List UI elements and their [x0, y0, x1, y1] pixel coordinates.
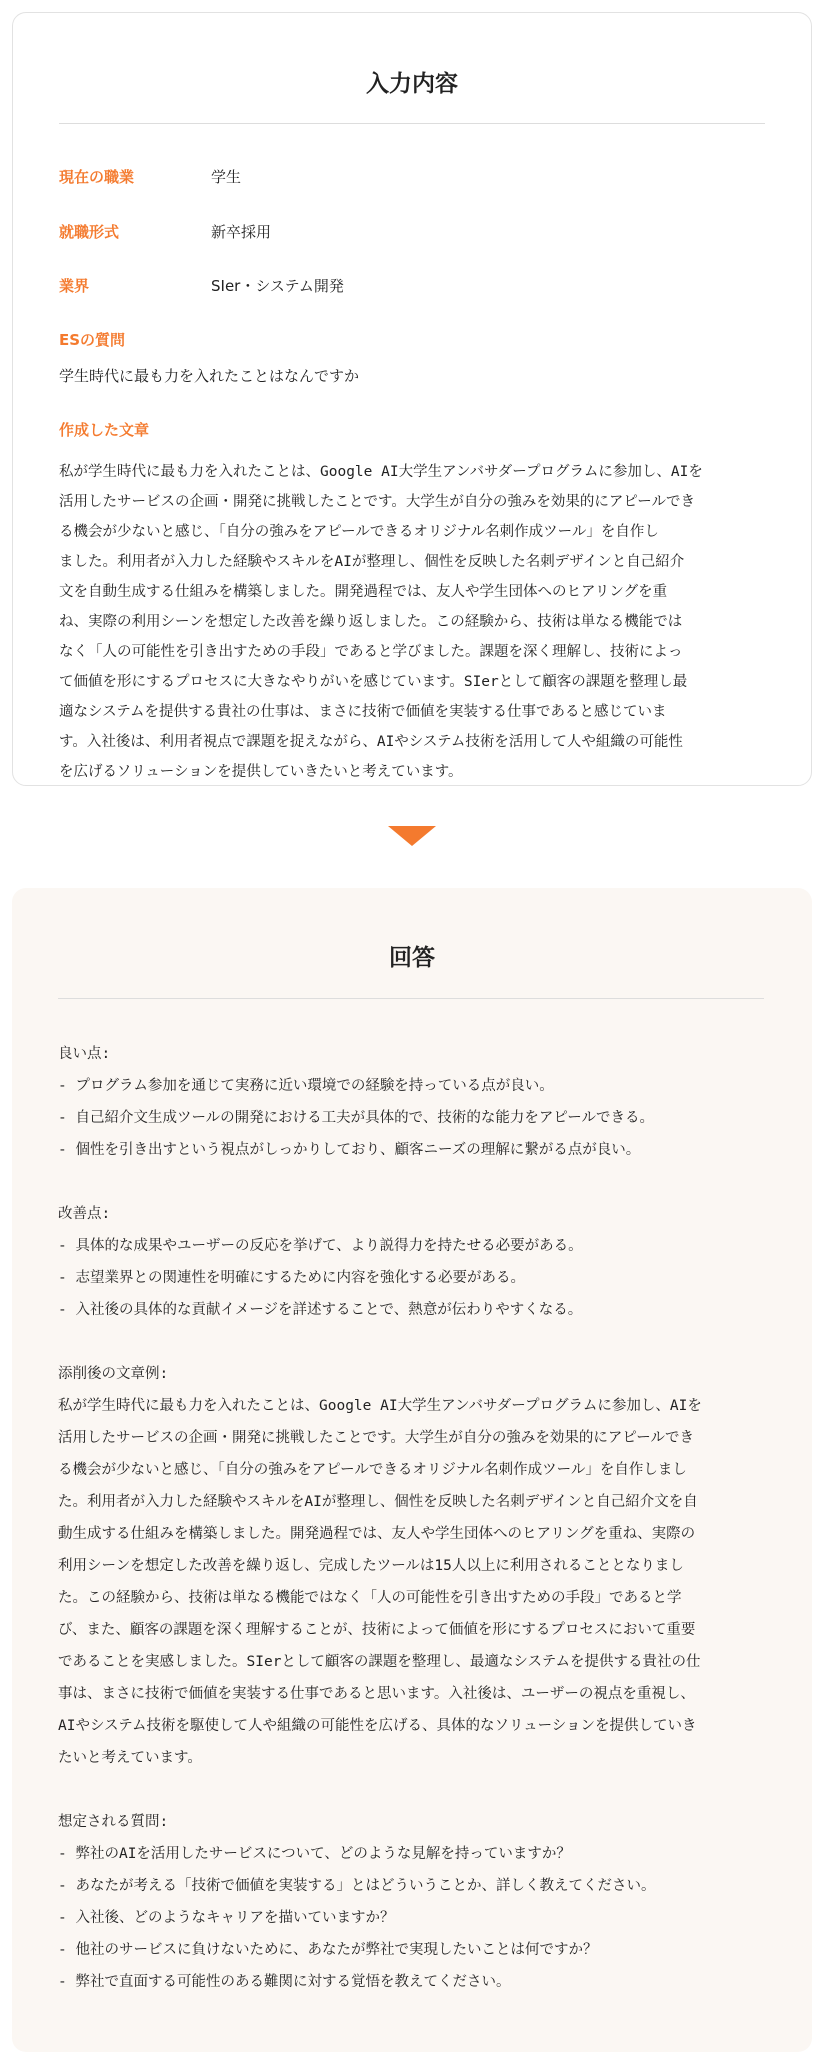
revised-line: 動生成する仕組みを構築しました。開発過程では、友人や学生団体へのヒアリングを重ね、実際の: [58, 1526, 696, 1542]
question-item: - 他社のサービスに負けないために、あなたが弊社で実現したいことは何ですか？: [58, 1942, 598, 1958]
section-gap: [58, 1326, 778, 1358]
essay-line: す。入社後は、利用者視点で課題を捉えながら、AIやシステム技術を活用して人や組織の可能性: [59, 734, 683, 750]
question-item: - 弊社で直面する可能性のある難関に対する覚悟を教えてください。: [58, 1974, 511, 1990]
essay-text: [59, 457, 771, 787]
field-label-employment-type: 就職形式: [59, 223, 120, 241]
revised-line: 利用シーンを想定した改善を繰り返し、完成したツールは15人以上に利用されることとなりまし: [58, 1558, 684, 1574]
good-point-item: - 個性を引き出すという視点がしっかりしており、顧客ニーズの理解に繋がる点が良い。: [58, 1142, 641, 1158]
answer-title: 回答: [389, 945, 435, 971]
answer-card: [12, 888, 812, 2052]
field-value-occupation: 学生: [211, 168, 242, 186]
improvement-item: - 入社後の具体的な貢献イメージを詳述することで、熱意が伝わりやすくなる。: [58, 1302, 583, 1318]
revised-line: AIやシステム技術を駆使して人や組織の可能性を広げる、具体的なソリューションを提供していき: [58, 1718, 697, 1734]
improvement-item: - 具体的な成果やユーザーの反応を挙げて、より説得力を持たせる必要がある。: [58, 1238, 583, 1254]
essay-line: 文を自動生成する仕組みを構築しました。開発過程では、友人や学生団体へのヒアリングを重: [59, 584, 668, 600]
revised-line: 活用したサービスの企画・開発に挑戦したことです。大学生が自分の強みを効果的にアピールでき: [58, 1430, 694, 1446]
es-question-label: ESの質問: [59, 331, 126, 349]
essay-line: なく「人の可能性を引き出すための手段」であると学びました。課題を深く理解し、技術によっ: [59, 644, 683, 660]
essay-line: 適なシステムを提供する貴社の仕事は、まさに技術で価値を実装する仕事であると感じていま: [59, 704, 667, 720]
essay-line: 活用したサービスの企画・開発に挑戦したことです。大学生が自分の強みを効果的にアピールでき: [59, 494, 695, 510]
revised-heading: 添削後の文章例:: [58, 1366, 169, 1382]
answer-title-divider: [58, 998, 764, 999]
es-question-text: 学生時代に最も力を入れたことはなんですか: [59, 367, 360, 385]
answer-body: [58, 1038, 778, 1998]
field-label-occupation: 現在の職業: [59, 168, 135, 186]
good-points-heading: 良い点:: [58, 1046, 111, 1062]
essay-line: を広げるソリューションを提供していきたいと考えています。: [59, 764, 463, 780]
field-value-industry: SIer・システム開発: [211, 277, 344, 295]
essay-line: 私が学生時代に最も力を入れたことは、Google AI大学生アンバサダープログラムに参加し、AIを: [59, 464, 703, 480]
field-value-employment-type: 新卒採用: [211, 223, 272, 241]
down-arrow-icon: [388, 826, 436, 846]
essay-label: 作成した文章: [59, 421, 150, 439]
revised-line: た。この経験から、技術は単なる機能ではなく「人の可能性を引き出すための手段」であると学: [58, 1590, 682, 1606]
good-point-item: - プログラム参加を通じて実務に近い環境での経験を持っている点が良い。: [58, 1078, 554, 1094]
essay-line: ね、実際の利用シーンを想定した改善を繰り返しました。この経験から、技術は単なる機能では: [59, 614, 683, 630]
section-gap: [58, 1166, 778, 1198]
field-label-industry: 業界: [59, 277, 90, 295]
section-gap: [58, 1774, 778, 1806]
revised-line: 事は、まさに技術で価値を実装する仕事であると思います。入社後は、ユーザーの視点を重視し、: [58, 1686, 695, 1702]
essay-line: ました。利用者が入力した経験やスキルをAIが整理し、個性を反映した名刺デザインと自己紹介: [59, 554, 685, 570]
question-item: - あなたが考える「技術で価値を実装する」とはどういうことか、詳しく教えてください。: [58, 1878, 656, 1894]
revised-line: であることを実感しました。SIerとして顧客の課題を整理し、最適なシステムを提供する貴社の仕: [58, 1654, 701, 1670]
question-item: - 弊社のAIを活用したサービスについて、どのような見解を持っていますか？: [58, 1846, 571, 1862]
input-title: 入力内容: [366, 71, 458, 97]
revised-line: たいと考えています。: [58, 1750, 202, 1766]
question-item: - 入社後、どのようなキャリアを描いていますか？: [58, 1910, 395, 1926]
revised-line: る機会が少ないと感じ、「自分の強みをアピールできるオリジナル名刺作成ツール」を自作しまし: [58, 1462, 687, 1478]
essay-line: て価値を形にするプロセスに大きなやりがいを感じています。SIerとして顧客の課題を整理し最: [59, 674, 688, 690]
essay-line: る機会が少ないと感じ、「自分の強みをアピールできるオリジナル名刺作成ツール」を自作し: [59, 524, 659, 540]
revised-line: び、また、顧客の課題を深く理解することが、技術によって価値を形にするプロセスにおいて重要: [58, 1622, 696, 1638]
input-summary-card: [12, 12, 812, 786]
input-title-divider: [59, 123, 765, 124]
improvements-heading: 改善点:: [58, 1206, 111, 1222]
revised-line: 私が学生時代に最も力を入れたことは、Google AI大学生アンバサダープログラムに参加し、AIを: [58, 1398, 702, 1414]
good-point-item: - 自己紹介文生成ツールの開発における工夫が具体的で、技術的な能力をアピールできる。: [58, 1110, 655, 1126]
revised-line: た。利用者が入力した経験やスキルをAIが整理し、個性を反映した名刺デザインと自己紹介文を自: [58, 1494, 698, 1510]
questions-heading: 想定される質問:: [58, 1814, 169, 1830]
improvement-item: - 志望業界との関連性を明確にするために内容を強化する必要がある。: [58, 1270, 525, 1286]
